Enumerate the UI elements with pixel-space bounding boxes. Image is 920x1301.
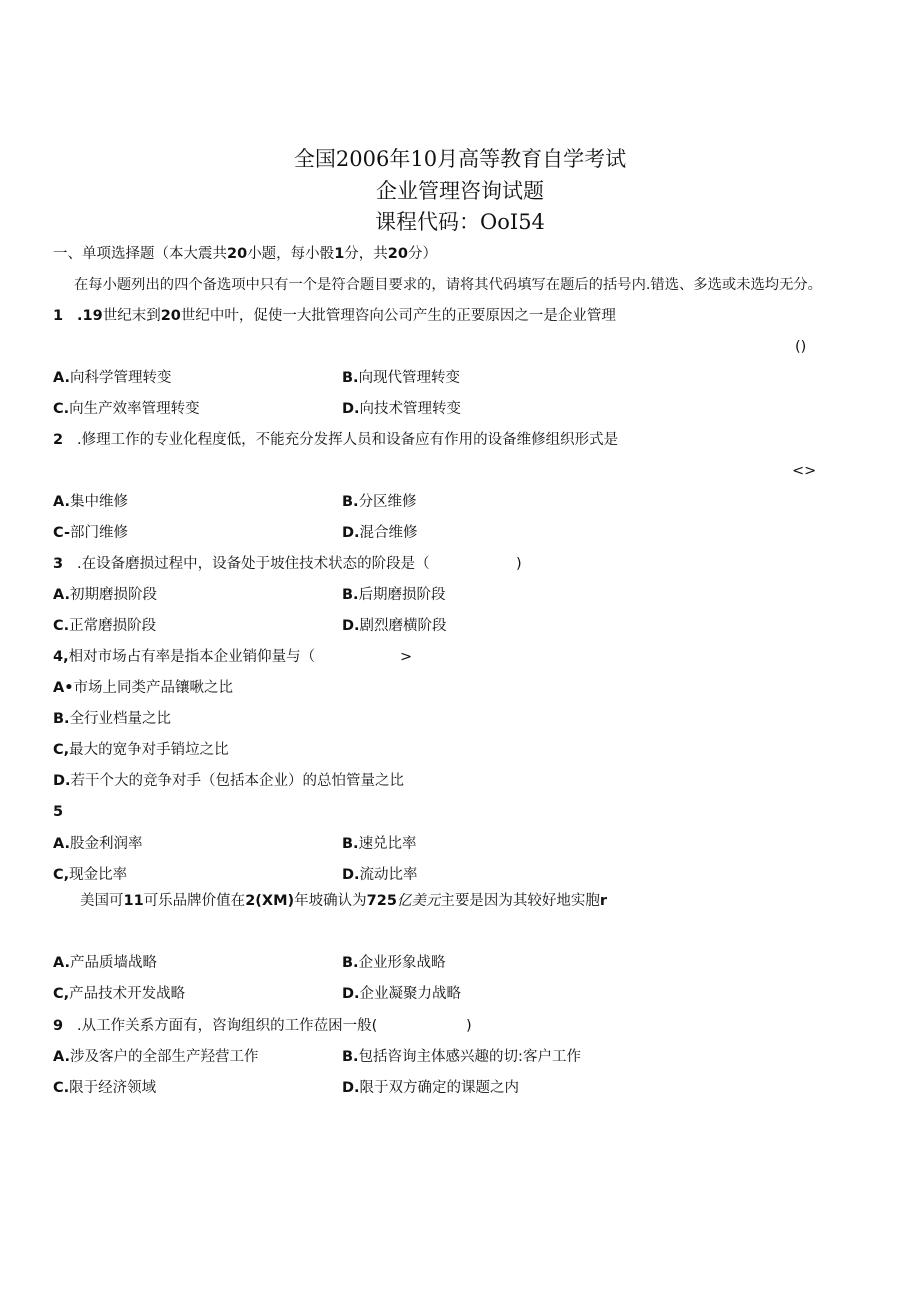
- question-6-text-a: 美国可: [80, 893, 124, 909]
- question-6-num-c: 725: [366, 893, 397, 909]
- option-d-label: D.: [342, 525, 360, 541]
- exam-subject: 企业管理咨询试题: [376, 179, 544, 203]
- question-1: [53, 306, 616, 326]
- section-heading: [53, 244, 437, 264]
- course-code: 课程代码：OoI54: [375, 210, 545, 234]
- option-d-label: D.: [342, 618, 360, 634]
- option-a-text: 涉及客户的全部生产羟营工作: [70, 1049, 259, 1065]
- option-c-label: C,: [53, 986, 70, 1002]
- option-c-label: C.: [53, 618, 70, 634]
- question-2: [53, 430, 618, 450]
- question-6-option-c: [53, 984, 185, 1004]
- question-6-text-d: 亿美元: [396, 893, 441, 909]
- option-d-label: D.: [342, 986, 360, 1002]
- option-d-label: D.: [342, 401, 360, 417]
- option-d-label: D.: [342, 1080, 360, 1096]
- option-b-text: 企业形象战略: [358, 955, 446, 971]
- option-b-label: B.: [342, 836, 359, 852]
- question-4-option-a: [53, 678, 233, 698]
- question-2-option-b: [342, 492, 417, 512]
- option-c-label: C.: [53, 1080, 70, 1096]
- question-5-option-c: [53, 865, 127, 885]
- question-4-option-b: [53, 709, 171, 729]
- question-3-option-d: [342, 616, 447, 636]
- question-1-num-a: 19: [82, 308, 103, 324]
- section-instruction: 在每小题列出的四个备选项中只有一个是符合题目要求的，请将其代码填写在题后的括号内.错选、多选或未选均无分。: [74, 277, 822, 293]
- option-a-text: 产品质墙战略: [70, 955, 157, 971]
- question-3-number: 3: [53, 556, 64, 572]
- question-5-option-a: [53, 834, 143, 854]
- option-d-text: 剧烈磨横阶段: [359, 618, 447, 634]
- question-5-option-b: [342, 834, 417, 854]
- option-a-label: A.: [53, 370, 70, 386]
- section-title-prefix: 一、单项选择题（本大震共: [53, 246, 227, 262]
- option-d-text: 限于双方确定的课题之内: [359, 1080, 520, 1096]
- question-1-number: 1: [53, 308, 64, 324]
- question-4-option-c: [53, 740, 229, 760]
- option-b-label: B.: [342, 370, 359, 386]
- question-1-option-a: [53, 368, 172, 388]
- question-2-option-a: [53, 492, 128, 512]
- option-d-text: 若干个大的竞争对手（包括本企业）的总怕管量之比: [70, 773, 405, 789]
- question-3-option-a: [53, 585, 157, 605]
- option-c-label: C,: [53, 742, 70, 758]
- question-9-number: 9: [53, 1018, 64, 1034]
- section-count: 20: [227, 246, 248, 262]
- option-b-text: 向现代管理转变: [358, 370, 461, 386]
- question-6-option-b: [342, 953, 446, 973]
- option-a-text: 向科学管理转变: [70, 370, 172, 386]
- option-c-label: C,: [53, 867, 70, 883]
- question-1-dot: .: [77, 308, 83, 324]
- option-a-label: A.: [53, 1049, 70, 1065]
- section-title-mid2: 分，共: [344, 246, 388, 262]
- option-b-text: 后期磨损阶段: [358, 587, 446, 603]
- question-9-text: .从工作关系方面有，咨询组织的工作莅困一般(: [77, 1018, 378, 1034]
- option-b-label: B.: [342, 494, 359, 510]
- option-b-label: B.: [342, 1049, 359, 1065]
- option-a-text: 初期磨损阶段: [70, 587, 157, 603]
- question-2-text: .修理工作的专业化程度低，不能充分发挥人员和设备应有作用的设备维修组织形式是: [77, 432, 619, 448]
- question-9-option-b: [342, 1047, 581, 1067]
- question-3-close-paren: ): [516, 556, 522, 572]
- question-3-option-c: [53, 616, 156, 636]
- option-b-text: 速兑比率: [358, 836, 417, 852]
- section-points-each: 1: [334, 246, 345, 262]
- option-a-label: A•: [53, 680, 74, 696]
- option-d-text: 流动比率: [359, 867, 418, 883]
- option-a-label: A.: [53, 836, 70, 852]
- option-c-label: C-: [53, 525, 70, 541]
- option-b-text: 包括咨询主体感兴趣的切:客户工作: [358, 1049, 581, 1065]
- question-6-text-c: 年坡确认为: [294, 893, 367, 909]
- option-d-label: D.: [53, 773, 71, 789]
- question-1-option-b: [342, 368, 460, 388]
- question-1-text-b: 世纪中叶，促使一大批管理咨向公司产生的正要原因之一是企业管理: [180, 308, 616, 324]
- option-c-text: 正常磨损阶段: [69, 618, 157, 634]
- question-4-close-paren: >: [400, 649, 413, 665]
- question-4: [53, 647, 315, 667]
- question-1-answer-paren: (): [795, 339, 807, 355]
- question-6-text-f: r: [599, 893, 608, 909]
- option-b-text: 分区维修: [358, 494, 417, 510]
- question-9-option-c: [53, 1078, 156, 1098]
- option-c-text: 向生产效率管理转变: [69, 401, 200, 417]
- question-2-answer-paren: <>: [792, 463, 817, 479]
- question-3: [53, 554, 430, 574]
- question-3-option-b: [342, 585, 446, 605]
- question-4-text: 相对市场占有率是指本企业销仰量与（: [68, 649, 316, 665]
- question-1-option-d: [342, 399, 461, 419]
- option-c-text: 部门维修: [70, 525, 128, 541]
- question-5-number: 5: [53, 804, 64, 820]
- question-2-number: 2: [53, 432, 64, 448]
- question-4-option-d: [53, 771, 404, 791]
- section-title-mid1: 小题，每小骰: [247, 246, 335, 262]
- question-2-option-c: [53, 523, 128, 543]
- question-6-num-b: 2(XM): [245, 893, 295, 909]
- question-9-close-paren: ): [466, 1018, 472, 1034]
- question-2-option-d: [342, 523, 418, 543]
- question-6-option-a: [53, 953, 157, 973]
- option-d-text: 向技术管理转变: [359, 401, 462, 417]
- question-6-text-e: 主要是因为其较好地实胞: [440, 893, 600, 909]
- option-b-text: 全行业档量之比: [69, 711, 172, 727]
- option-b-label: B.: [342, 587, 359, 603]
- option-c-text: 现金比率: [69, 867, 128, 883]
- option-c-text: 产品技术开发战略: [69, 986, 186, 1002]
- section-points-total: 20: [387, 246, 408, 262]
- question-9: [53, 1016, 377, 1036]
- question-9-option-d: [342, 1078, 519, 1098]
- question-1-option-c: [53, 399, 200, 419]
- option-a-label: A.: [53, 494, 70, 510]
- option-d-text: 企业凝聚力战略: [359, 986, 462, 1002]
- question-4-number: 4,: [53, 649, 69, 665]
- option-c-text: 限于经济领域: [69, 1080, 157, 1096]
- question-6: [80, 891, 607, 911]
- option-d-text: 混合维修: [359, 525, 418, 541]
- question-6-option-d: [342, 984, 461, 1004]
- option-d-label: D.: [342, 867, 360, 883]
- question-6-num-a: 11: [123, 893, 144, 909]
- option-a-text: 集中维修: [70, 494, 128, 510]
- option-a-text: 市场上同类产品镶啾之比: [73, 680, 233, 696]
- option-b-label: B.: [53, 711, 70, 727]
- option-c-label: C.: [53, 401, 70, 417]
- question-9-option-a: [53, 1047, 259, 1067]
- section-title-end: 分）: [407, 246, 437, 262]
- option-a-label: A.: [53, 955, 70, 971]
- option-c-text: 最大的宽争对手销垃之比: [69, 742, 229, 758]
- question-5-option-d: [342, 865, 418, 885]
- question-3-text: .在设备磨损过程中，设备处于坡住技术状态的阶段是（: [77, 556, 430, 572]
- question-1-num-b: 20: [160, 308, 181, 324]
- question-5: [53, 802, 63, 822]
- option-b-label: B.: [342, 955, 359, 971]
- exam-title: 全国2006年10月高等教育自学考试: [293, 147, 627, 171]
- question-6-text-b: 可乐品牌价值在: [143, 893, 246, 909]
- option-a-text: 股金利润率: [70, 836, 143, 852]
- question-1-text-a: 世纪末到: [102, 308, 161, 324]
- option-a-label: A.: [53, 587, 70, 603]
